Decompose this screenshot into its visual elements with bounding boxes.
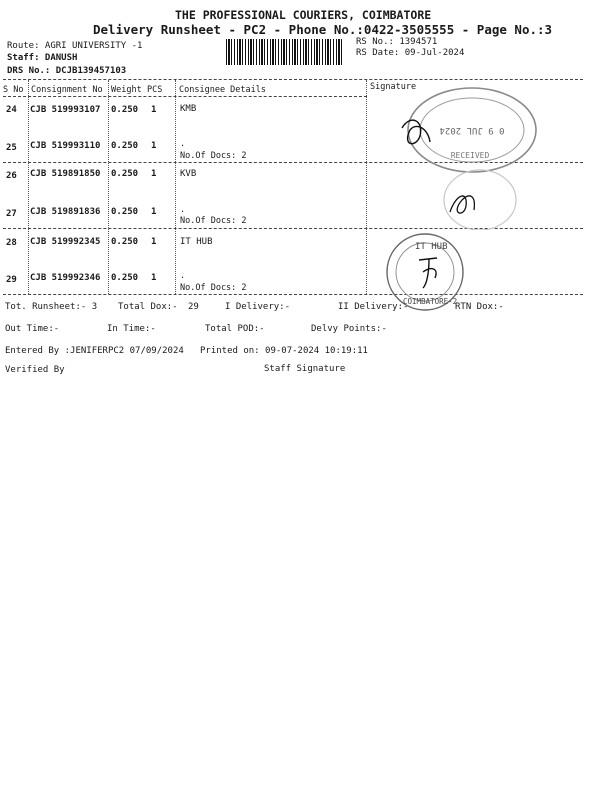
row-pcs: 1: [151, 105, 157, 115]
row-pcs: 1: [151, 207, 157, 217]
i-delivery: I Delivery:-: [225, 302, 291, 312]
rs-number: RS No.: 1394571: [356, 37, 438, 47]
row-consignee: .: [180, 271, 186, 281]
staff: Staff: DANUSH: [7, 53, 78, 63]
row-consignee: .: [180, 139, 186, 149]
row-pcs: 1: [151, 141, 157, 151]
company-name: THE PROFESSIONAL COURIERS, COIMBATORE: [175, 8, 432, 22]
stamp-it-hub: IT HUB: [415, 242, 448, 252]
printed-on: Printed on: 09-07-2024 10:19:11: [200, 346, 368, 356]
row-pcs: 1: [151, 237, 157, 247]
row-pcs: 1: [151, 273, 157, 283]
total-dox: Total Dox:-: [118, 302, 178, 312]
runsheet-title: Delivery Runsheet - PC2 - Phone No.:0422-3505555 - Page No.:3: [93, 22, 553, 37]
row-weight: 0.250: [111, 273, 139, 283]
out-time: Out Time:-: [5, 324, 60, 334]
it-hub-stamp: [375, 232, 475, 312]
row-consignee: KMB: [180, 104, 197, 114]
stamp-coimbatore: COIMBATORE-2: [403, 297, 458, 306]
staff-signature: Staff Signature: [264, 364, 346, 374]
row-consignment: CJB 519992345: [30, 237, 101, 247]
row-weight: 0.250: [111, 237, 139, 247]
verified-by: Verified By: [5, 365, 65, 375]
faded-stamp: [420, 160, 520, 230]
row-docs: No.Of Docs: 2: [180, 216, 247, 226]
row-weight: 0.250: [111, 207, 139, 217]
col-header-consignee: Consignee Details: [179, 85, 266, 95]
rtn-dox: RTN Dox:-: [455, 302, 504, 312]
row-sno: 25: [6, 143, 17, 153]
column-divider: [366, 80, 367, 294]
route: Route: AGRI UNIVERSITY -1: [7, 41, 143, 51]
drs-number: DRS No.: DCJB139457103: [7, 66, 127, 76]
header-underline: [3, 96, 367, 97]
tot-runsheet: Tot. Runsheet:- 3: [5, 302, 98, 312]
row-sno: 27: [6, 209, 17, 219]
row-weight: 0.250: [111, 105, 139, 115]
column-divider: [175, 80, 176, 294]
row-sno: 26: [6, 171, 17, 181]
row-consignment: CJB 519891850: [30, 169, 101, 179]
column-divider: [108, 80, 109, 294]
barcode: [226, 39, 344, 65]
stamp-date-text: 0 9 JUL 2024: [439, 125, 505, 135]
row-consignment: CJB 519993110: [30, 141, 101, 151]
row-docs: No.Of Docs: 2: [180, 151, 247, 161]
col-header-weight: Weight: [111, 85, 142, 95]
row-consignment: CJB 519993107: [30, 105, 101, 115]
table-top-rule: [3, 79, 583, 80]
col-header-sno: S No: [3, 85, 24, 95]
col-header-signature: Signature: [370, 82, 417, 92]
col-header-pcs: PCS: [147, 85, 163, 95]
row-consignment: CJB 519992346: [30, 273, 101, 283]
row-weight: 0.250: [111, 141, 139, 151]
in-time: In Time:-: [107, 324, 156, 334]
total-pod: Total POD:-: [205, 324, 265, 334]
delvy-points: Delvy Points:-: [311, 324, 387, 334]
row-sno: 29: [6, 275, 17, 285]
row-consignment: CJB 519891836: [30, 207, 101, 217]
ii-delivery: II Delivery:-: [338, 302, 409, 312]
stamp-received-text: RECEIVED: [450, 151, 490, 160]
row-pcs: 1: [151, 169, 157, 179]
row-sno: 28: [6, 238, 17, 248]
row-consignee: IT HUB: [180, 237, 213, 247]
row-separator: [3, 294, 583, 295]
row-consignee: .: [180, 205, 186, 215]
col-header-consignment: Consignment No: [31, 85, 103, 95]
row-weight: 0.250: [111, 169, 139, 179]
row-consignee: KVB: [180, 169, 197, 179]
row-docs: No.Of Docs: 2: [180, 283, 247, 293]
rs-date: RS Date: 09-Jul-2024: [356, 48, 465, 58]
total-dox-value: 29: [188, 302, 199, 312]
column-divider: [28, 80, 29, 294]
entered-by: Entered By :JENIFERPC2 07/09/2024: [5, 346, 184, 356]
row-sno: 24: [6, 105, 17, 115]
